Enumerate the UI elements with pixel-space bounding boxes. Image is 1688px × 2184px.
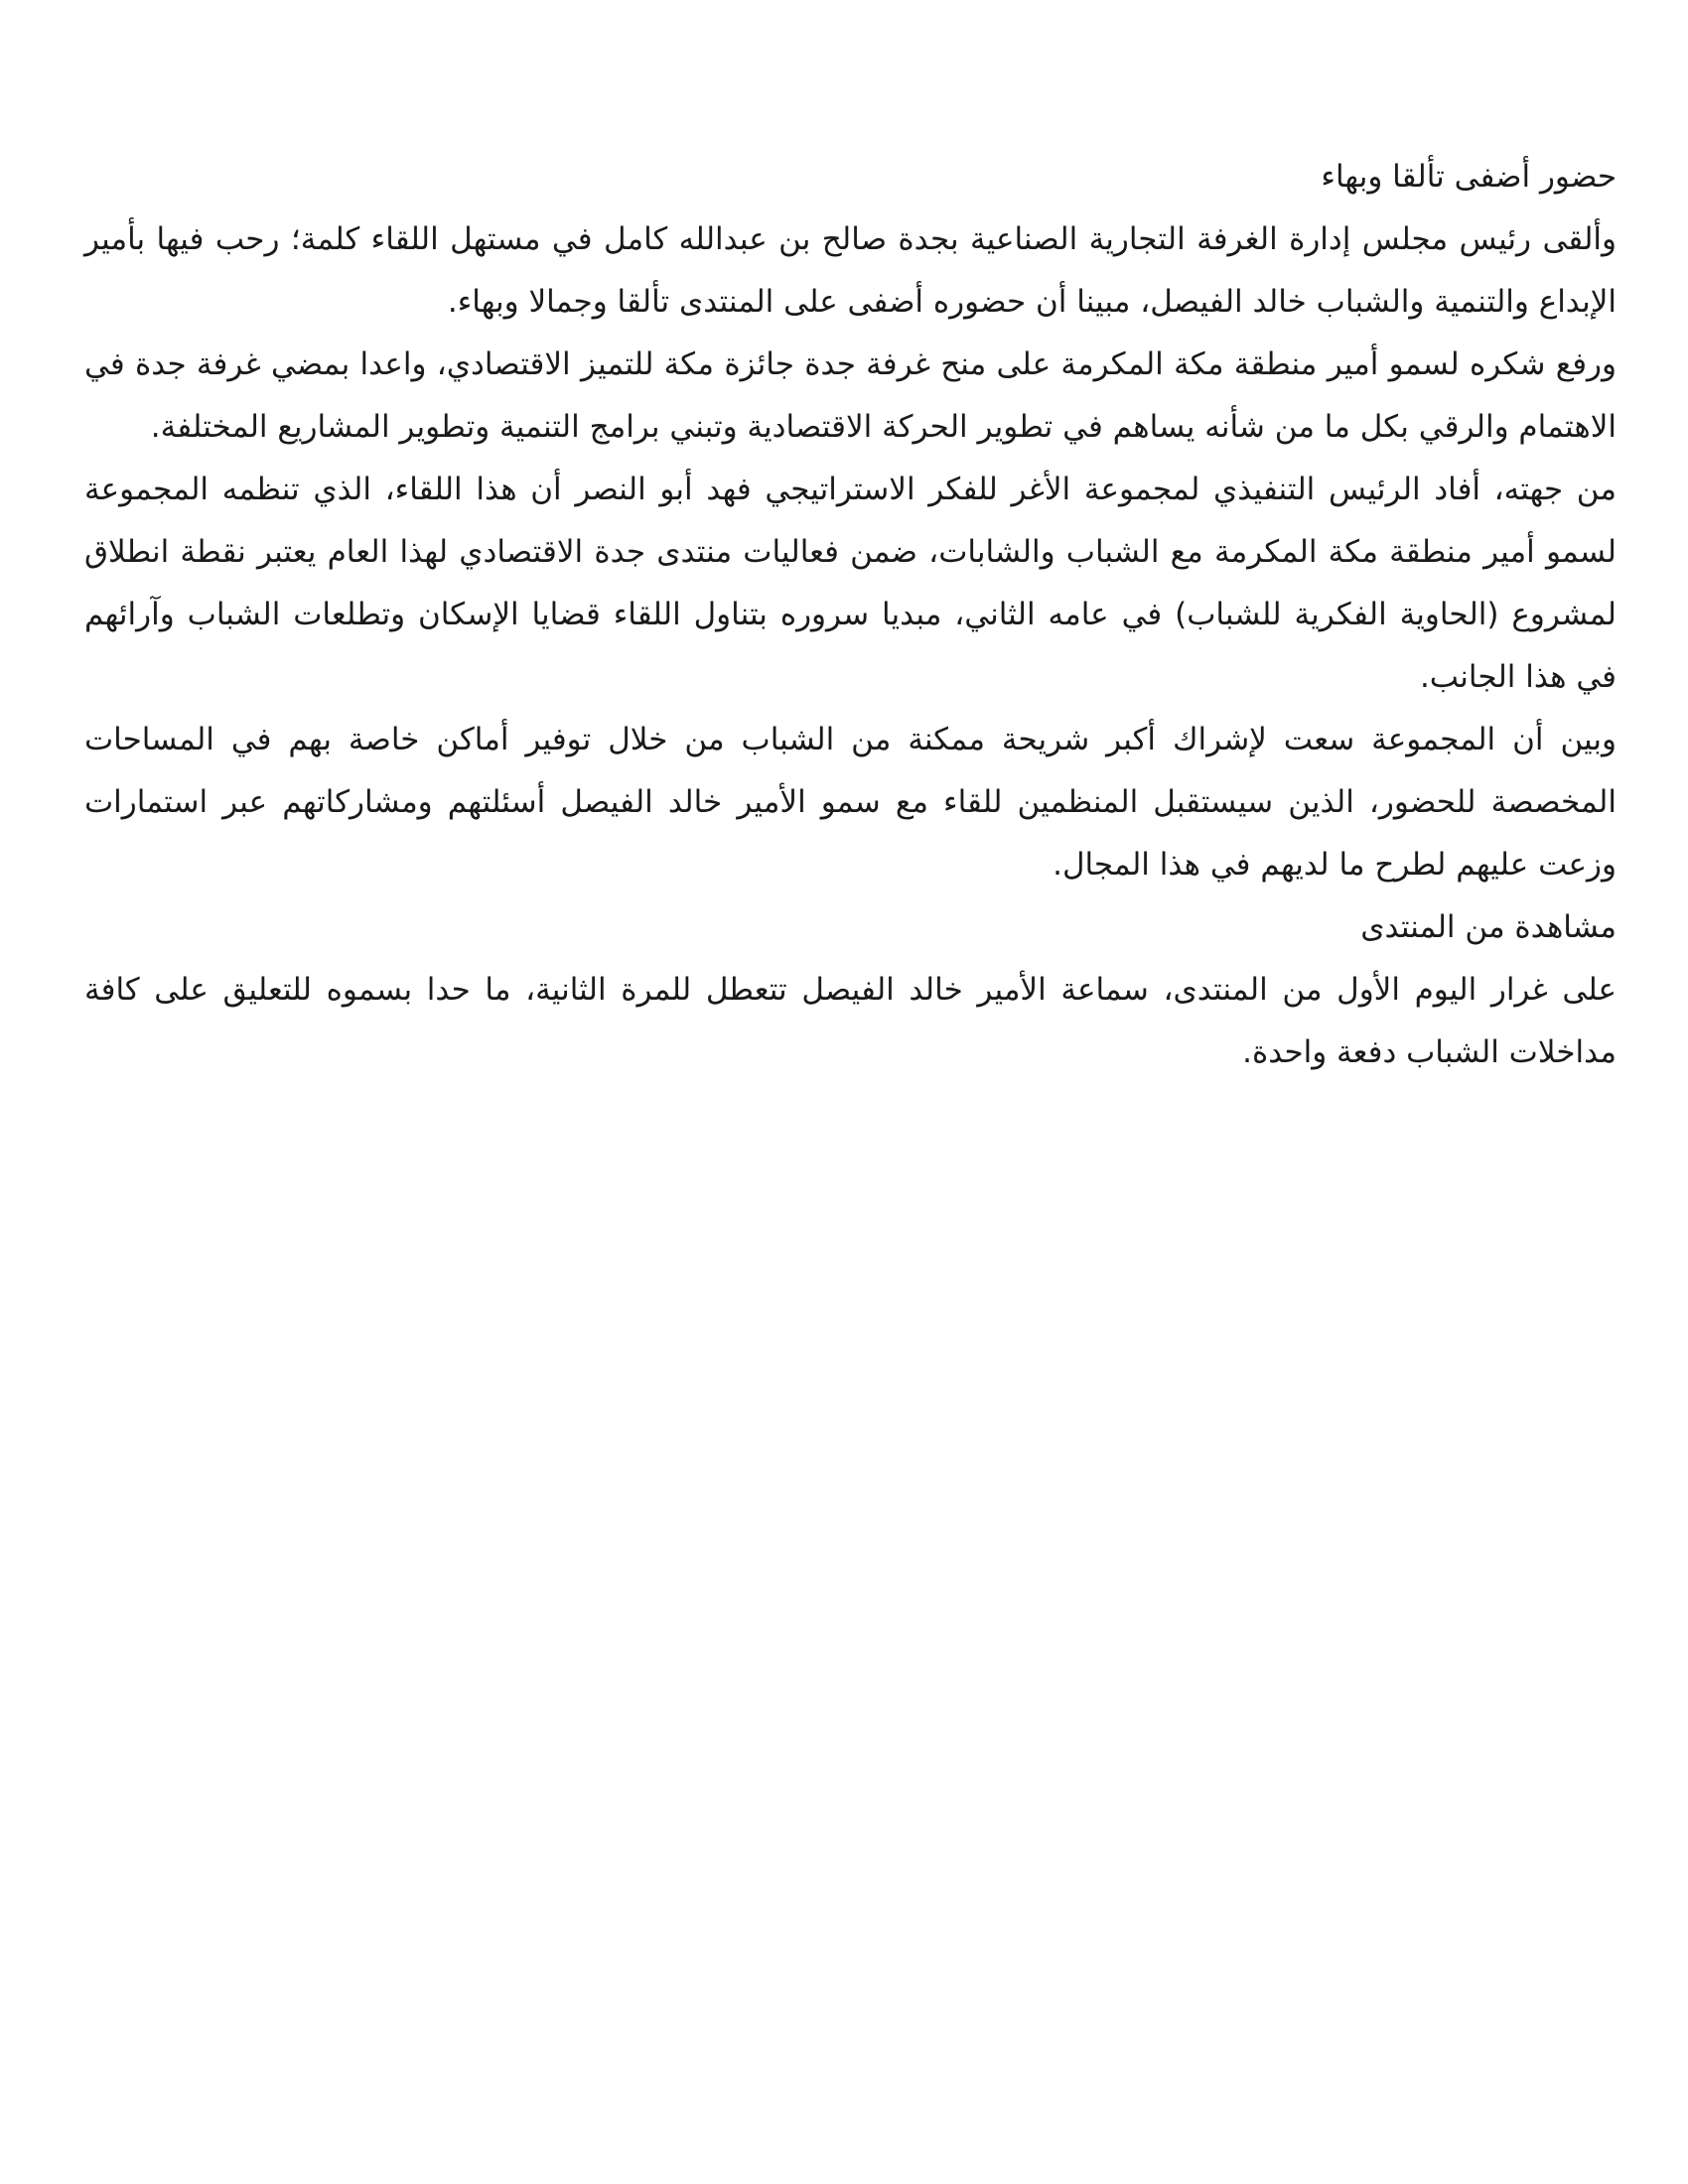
article-paragraph-alaghar-ceo: من جهته، أفاد الرئيس التنفيذي لمجموعة الأغر للفكر الاستراتيجي فهد أبو النصر أن هذا اللقاء، الذي تنظمه المجموعة لسمو أمير منطقة مكة المكرمة مع الشباب والشابات، ضمن فعاليات منتدى جدة الاقتصادي لهذا العام يعتبر نقطة انطلاق لمشروع (الحاوية الفكرية للشباب) في عامه الثاني، مبديا سروره بتناول اللقاء قضايا الإسكان وتطلعات الشباب وآرائهم في هذا الجانب. <box>84 472 1617 695</box>
article-paragraph-thanks-award: ورفع شكره لسمو أمير منطقة مكة المكرمة على منح غرفة جدة جائزة مكة للتميز الاقتصادي، واعدا بمضي غرفة جدة في الاهتمام والرقي بكل ما من شأنه يساهم في تطوير الحركة الاقتصادية وتبني برامج التنمية وتطوير المشاريع المختلفة. <box>84 346 1617 445</box>
article-paragraph-microphone-incident: على غرار اليوم الأول من المنتدى، سماعة الأمير خالد الفيصل تتعطل للمرة الثانية، ما حدا بسموه للتعليق على كافة مداخلات الشباب دفعة واحدة. <box>84 972 1617 1070</box>
article-paragraph-chamber-speech: وألقى رئيس مجلس إدارة الغرفة التجارية الصناعية بجدة صالح بن عبدالله كامل في مستهل اللقاء كلمة؛ رحب فيها بأمير الإبداع والتنمية والشباب خالد الفيصل، مبينا أن حضوره أضفى على المنتدى تألقا وجمالا وبهاء. <box>84 221 1617 320</box>
article-subheading-forum-scene: مشاهدة من المنتدى <box>1360 909 1617 945</box>
article-body <box>84 146 1617 1084</box>
article-subheading-presence: حضور أضفى تألقا وبهاء <box>1321 159 1617 195</box>
article-paragraph-youth-participation: وبين أن المجموعة سعت لإشراك أكبر شريحة ممكنة من الشباب من خلال توفير أماكن خاصة بهم في المساحات المخصصة للحضور، الذين سيستقبل المنظمين للقاء مع سمو الأمير خالد الفيصل أسئلتهم ومشاركاتهم عبر استمارات وزعت عليهم لطرح ما لديهم في هذا المجال. <box>84 722 1617 883</box>
